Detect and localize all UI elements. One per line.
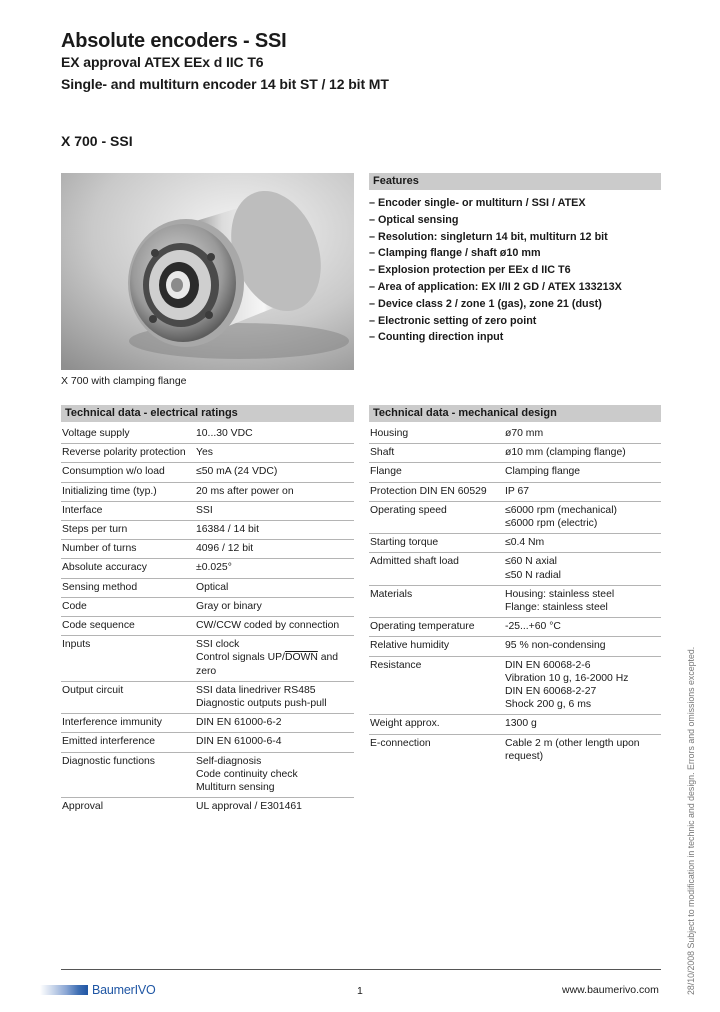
row-value: 1300 g — [504, 715, 661, 734]
table-row — [61, 714, 354, 733]
inputs-text-b: and zero — [196, 652, 339, 677]
feature-item: – Optical sensing — [369, 213, 661, 230]
table-row — [369, 734, 661, 766]
table-row — [369, 463, 661, 482]
table-row — [61, 617, 354, 636]
features-heading: Features — [369, 173, 661, 190]
table-row — [61, 482, 354, 501]
table-row — [61, 501, 354, 520]
table-row — [369, 618, 661, 637]
logo-text: BaumerIVO — [92, 983, 156, 997]
row-label: Interference immunity — [61, 714, 195, 733]
row-value: 4096 / 12 bit — [195, 540, 354, 559]
row-label: Number of turns — [61, 540, 195, 559]
table-row — [369, 715, 661, 734]
row-label: Relative humidity — [369, 637, 504, 656]
model-name: X 700 - SSI — [61, 133, 133, 149]
row-value: ±0.025° — [195, 559, 354, 578]
row-label: Output circuit — [61, 681, 195, 713]
row-value: 10...30 VDC — [195, 425, 354, 444]
table-row — [61, 597, 354, 616]
row-value: ø10 mm (clamping flange) — [504, 444, 661, 463]
row-label: Absolute accuracy — [61, 559, 195, 578]
table-row — [369, 656, 661, 715]
row-label: Interface — [61, 501, 195, 520]
row-value: 95 % non-condensing — [504, 637, 661, 656]
features-list — [369, 196, 661, 347]
table-row — [369, 585, 661, 617]
footer-divider — [61, 969, 661, 970]
feature-item: – Explosion protection per EEx d IIC T6 — [369, 263, 661, 280]
row-value: Clamping flange — [504, 463, 661, 482]
page-number: 1 — [357, 985, 363, 997]
row-value: CW/CCW coded by connection — [195, 617, 354, 636]
table-row — [61, 463, 354, 482]
row-label: Code — [61, 597, 195, 616]
table-row — [369, 637, 661, 656]
subtitle-approval: EX approval ATEX EEx d IIC T6 — [61, 54, 264, 70]
table-row — [61, 798, 354, 817]
legal-side-note: 28/10/2008 Subject to modification in technic and design. Errors and omissions excepted. — [686, 646, 696, 995]
feature-item: – Clamping flange / shaft ø10 mm — [369, 246, 661, 263]
table-row — [61, 540, 354, 559]
table-row — [61, 752, 354, 798]
website-link[interactable]: www.baumerivo.com — [562, 984, 659, 996]
table-row — [61, 425, 354, 444]
row-value: Housing: stainless steel Flange: stainless steel — [504, 585, 661, 617]
subtitle-resolution: Single- and multiturn encoder 14 bit ST / 12 bit MT — [61, 76, 389, 92]
row-label: Flange — [369, 463, 504, 482]
row-label: Protection DIN EN 60529 — [369, 482, 504, 501]
mechanical-table — [369, 425, 661, 766]
row-label: Weight approx. — [369, 715, 504, 734]
row-value: Optical — [195, 578, 354, 597]
row-label: Reverse polarity protection — [61, 444, 195, 463]
row-value: ø70 mm — [504, 425, 661, 444]
row-value: Cable 2 m (other length upon request) — [505, 737, 640, 762]
row-label: E-connection — [370, 737, 431, 749]
row-value: DIN EN 61000-6-4 — [195, 733, 354, 752]
electrical-table — [61, 425, 354, 816]
table-row — [369, 444, 661, 463]
row-value: ≤50 mA (24 VDC) — [195, 463, 354, 482]
table-row — [61, 733, 354, 752]
electrical-heading: Technical data - electrical ratings — [61, 405, 354, 422]
row-label: Approval — [62, 801, 104, 813]
row-value: Self-diagnosis Code continuity check Multiturn sensing — [195, 752, 354, 798]
row-value: SSI data linedriver RS485 Diagnostic outputs push-pull — [195, 681, 354, 713]
row-value: 16384 / 14 bit — [195, 521, 354, 540]
inputs-text-down: DOWN — [284, 652, 318, 664]
row-label: Operating temperature — [369, 618, 504, 637]
row-value: ≤6000 rpm (mechanical) ≤6000 rpm (electric) — [504, 501, 661, 533]
row-label: Consumption w/o load — [61, 463, 195, 482]
table-row — [61, 578, 354, 597]
table-row — [369, 425, 661, 444]
row-label: Diagnostic functions — [61, 752, 195, 798]
photo-caption: X 700 with clamping flange — [61, 375, 187, 387]
table-row — [369, 534, 661, 553]
row-value — [195, 636, 354, 682]
feature-item: – Resolution: singleturn 14 bit, multiturn 12 bit — [369, 230, 661, 247]
row-label: Operating speed — [369, 501, 504, 533]
row-label: Emitted interference — [61, 733, 195, 752]
table-row — [61, 636, 354, 682]
row-value: ≤60 N axial ≤50 N radial — [504, 553, 661, 585]
logo-gradient-bar — [40, 985, 88, 995]
row-label: Admitted shaft load — [369, 553, 504, 585]
row-label: Code sequence — [61, 617, 195, 636]
table-row — [61, 444, 354, 463]
row-value: ≤0.4 Nm — [504, 534, 661, 553]
row-value: Yes — [195, 444, 354, 463]
feature-item: – Device class 2 / zone 1 (gas), zone 21 (dust) — [369, 297, 661, 314]
row-value: IP 67 — [504, 482, 661, 501]
row-value: DIN EN 61000-6-2 — [195, 714, 354, 733]
row-value: DIN EN 60068-2-6 Vibration 10 g, 16-2000 Hz DIN EN 60068-2-27 Shock 200 g, 6 ms — [504, 656, 661, 715]
table-row — [61, 559, 354, 578]
row-label: Resistance — [369, 656, 504, 715]
row-label: Voltage supply — [61, 425, 195, 444]
inputs-text-a: SSI clock Control signals UP/ — [196, 639, 285, 664]
mechanical-heading: Technical data - mechanical design — [369, 405, 661, 422]
row-label: Starting torque — [369, 534, 504, 553]
table-row — [369, 482, 661, 501]
row-value: SSI — [195, 501, 354, 520]
row-value: Gray or binary — [195, 597, 354, 616]
row-label: Initializing time (typ.) — [61, 482, 195, 501]
row-label: Housing — [369, 425, 504, 444]
row-label: Shaft — [369, 444, 504, 463]
row-label: Inputs — [61, 636, 195, 682]
table-row — [369, 501, 661, 533]
page-title: Absolute encoders - SSI — [61, 30, 287, 52]
feature-item: – Electronic setting of zero point — [369, 314, 661, 331]
row-value: -25...+60 °C — [504, 618, 661, 637]
feature-item: – Counting direction input — [369, 330, 661, 347]
feature-item: – Area of application: EX I/II 2 GD / ATEX 133213X — [369, 280, 661, 297]
row-label: Materials — [369, 585, 504, 617]
feature-item: – Encoder single- or multiturn / SSI / ATEX — [369, 196, 661, 213]
row-value: UL approval / E301461 — [196, 801, 302, 813]
encoder-illustration — [61, 173, 354, 370]
table-row — [369, 553, 661, 585]
baumer-logo — [40, 983, 156, 997]
row-label: Sensing method — [61, 578, 195, 597]
row-label: Steps per turn — [61, 521, 195, 540]
encoder-photo — [61, 173, 354, 370]
table-row — [61, 521, 354, 540]
table-row — [61, 681, 354, 713]
row-value: 20 ms after power on — [195, 482, 354, 501]
